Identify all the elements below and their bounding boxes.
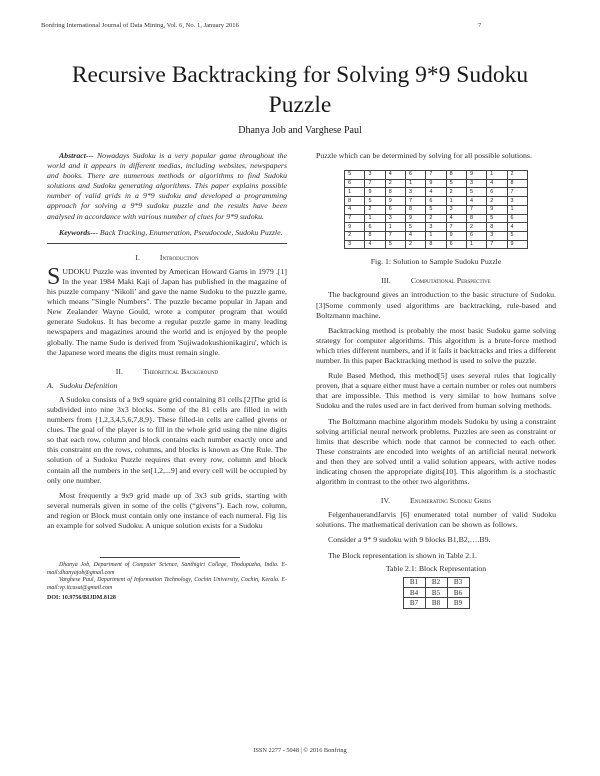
sudoku-cell: 4	[487, 179, 507, 188]
sudoku-cell: 4	[446, 214, 466, 223]
sudoku-cell: 2	[507, 171, 527, 180]
computational-paragraph-2: Backtracking method is probably the most basic Sudoku game solving strategy for computer algorithms. This algorithm is a brute-force method which tries different numbers, and if it fails it backtracks and tries a different number. In this paper Backtracking method is used to solve the puzzle.	[316, 325, 556, 366]
sudoku-cell: 9	[385, 197, 405, 206]
block-row	[403, 577, 469, 587]
block-cell: B4	[403, 588, 425, 598]
table-2-1-caption: Table 2.1: Block Representation	[385, 563, 487, 573]
block-representation-table	[403, 577, 470, 609]
footnote-author1: Dhanya Job, Department of Computer Science, Santhigiri College, Thodupuzha, India. E-mail:dhanyajob@gmail.com	[47, 562, 287, 576]
sudoku-cell: 8	[426, 240, 446, 249]
subsection-title: Sudoku Defenition	[59, 380, 118, 390]
sudoku-row	[345, 197, 528, 206]
abstract-label: Abstract---	[59, 151, 94, 160]
running-head: Bonfring International Journal of Data Mining, Vol. 6, No. 1, January 2016	[41, 22, 239, 29]
sudoku-cell: 9	[446, 231, 466, 240]
sudoku-cell: 1	[507, 205, 527, 214]
computational-paragraph-1: The background gives an introduction to the basic structure of Sudoku.[3]Some commonly used algorithms are backtracking, rule-based and Boltzmann machine.	[316, 290, 556, 320]
sudoku-cell: 8	[507, 179, 527, 188]
section-heading-theory	[47, 367, 287, 377]
sudoku-cell: 7	[365, 179, 385, 188]
section-number: I.	[135, 252, 140, 262]
section-number: III.	[381, 276, 391, 286]
sudoku-cell: 5	[406, 223, 426, 232]
section-heading-computational	[316, 276, 556, 286]
block-cell: B2	[425, 577, 447, 587]
sudoku-cell: 4	[406, 231, 426, 240]
sudoku-cell: 6	[345, 179, 365, 188]
footnote-author2: Varghese Paul, Department of Information Technology, Cochin University, Cochin, Kerala. E-mail:vp.itcusat@gmail.com	[47, 577, 287, 591]
sudoku-cell: 9	[426, 179, 446, 188]
computational-paragraph-4: The Boltzmann machine algorithm models Sudoku by using a constraint solving artificial neural network problems. Puzzles are seen as constraint or limits that describe which node that cannot be connected to each other. These constraints are encoded into weights of an artificial neural network and then they are solved until a valid solution appears, with active nodes indicating chosen the appropriate digits[10]. This algorithm is a stochastic algorithm in contrast to the other two algorithms.	[316, 416, 556, 487]
sudoku-cell: 6	[446, 240, 466, 249]
sudoku-cell: 9	[507, 240, 527, 249]
section-title: Enumerating Sudoku Grids	[410, 496, 492, 506]
block-cell: B8	[425, 598, 447, 608]
sudoku-row	[345, 179, 528, 188]
sudoku-cell: 8	[466, 214, 486, 223]
computational-paragraph-3: Rule Based Method, this method[5] uses several rules that logically proven, that a square either must have a certain number or roles out numbers that are impossible. This method is very similar to how humans solve Sudoku and the rules used are in fact derived from human solving methods.	[316, 371, 556, 411]
sudoku-cell: 2	[466, 223, 486, 232]
sudoku-cell: 4	[466, 197, 486, 206]
sudoku-cell: 6	[507, 214, 527, 223]
footnote-divider	[100, 557, 240, 558]
sudoku-cell: 6	[466, 231, 486, 240]
sudoku-cell: 4	[426, 188, 446, 197]
sudoku-cell: 2	[487, 197, 507, 206]
block-row	[403, 598, 469, 608]
sudoku-cell: 3	[406, 188, 426, 197]
keywords	[47, 228, 287, 238]
right-column	[316, 151, 556, 609]
sudoku-cell: 3	[385, 214, 405, 223]
sudoku-cell: 5	[446, 179, 466, 188]
sudoku-cell: 8	[487, 223, 507, 232]
sudoku-cell: 3	[345, 240, 365, 249]
sudoku-cell: 1	[487, 171, 507, 180]
block-cell: B7	[403, 598, 425, 608]
page-number: 7	[478, 22, 482, 29]
subsection-number: A.	[47, 380, 54, 390]
sudoku-cell: 8	[385, 188, 405, 197]
page-footer: ISSN 2277 - 5048 | © 2016 Bonfring	[253, 747, 347, 754]
sudoku-cell: 2	[345, 231, 365, 240]
subsection-heading	[47, 381, 287, 391]
left-column	[47, 151, 287, 604]
sudoku-cell: 7	[426, 171, 446, 180]
sudoku-cell: 2	[365, 205, 385, 214]
section-number: II.	[115, 366, 123, 376]
sudoku-cell: 9	[406, 214, 426, 223]
theory-paragraph-1: A Sudoku consists of a 9x9 square grid containing 81 cells.[2]The grid is subdivided into nine 3x3 blocks. Some of the 81 cells are filled in with numbers from {1,2,3,4,5,6,7,8,9}. These filled-in cells are called givens or clues. The goal of the player is to fill in the whole grid using the nine digits so that each row, column and block contains each number exactly once and this constraint on the rows, columns, and blocks is known as One Rule. The solution of a Sudoku Puzzle requires that every row, column and block contain all the numbers in the set[1,2,...9] and every cell will be occupied by only one number.	[47, 394, 287, 485]
sudoku-cell: 6	[406, 171, 426, 180]
sudoku-cell: 5	[385, 240, 405, 249]
block-cell: B1	[403, 577, 425, 587]
sudoku-cell: 5	[426, 205, 446, 214]
authors: Dhanya Job and Varghese Paul	[238, 125, 362, 136]
sudoku-cell: 1	[406, 179, 426, 188]
sudoku-cell: 4	[365, 240, 385, 249]
sudoku-cell: 3	[466, 179, 486, 188]
sudoku-cell: 7	[406, 197, 426, 206]
sudoku-cell: 6	[365, 223, 385, 232]
sudoku-cell: 7	[446, 223, 466, 232]
sudoku-cell: 6	[385, 205, 405, 214]
sudoku-cell: 5	[507, 231, 527, 240]
sudoku-cell: 8	[365, 231, 385, 240]
block-cell: B5	[425, 588, 447, 598]
sudoku-cell: 2	[406, 240, 426, 249]
sudoku-cell: 3	[487, 231, 507, 240]
sudoku-cell: 4	[507, 223, 527, 232]
figure-1	[316, 170, 556, 249]
abstract-text: Nowadays Sudoku is a very popular game throughout the world and it appears in different medias, including websites, newspapers and books. There are numerous methods or algorithms to find Sudoku solutions and Sudoku generating algorithms. This paper explains possible number of valid grids in a 9*9 sudoku and developed a programming approach for solving a 9*9 sudoku puzzle and the results have been analysed in accordance with various number of clues for 9*9 sudoku.	[47, 151, 287, 221]
sudoku-cell: 7	[345, 214, 365, 223]
sudoku-cell: 3	[365, 171, 385, 180]
block-cell: B3	[447, 577, 469, 587]
enumerating-paragraph-3: The Block representation is shown in Table 2.1.	[328, 550, 477, 560]
block-cell: B6	[447, 588, 469, 598]
block-row	[403, 588, 469, 598]
sudoku-cell: 8	[345, 197, 365, 206]
sudoku-row	[345, 205, 528, 214]
sudoku-cell: 7	[507, 188, 527, 197]
sudoku-cell: 9	[466, 171, 486, 180]
sudoku-cell: 9	[487, 205, 507, 214]
section-title: Theoretical Background	[142, 366, 219, 376]
intro-text: UDOKU Puzzle was invented by American Howard Garns in 1979 .[1] In the year 1984 Maki Kaji of Japan has published in the magazine of his puzzle company ‘Nikoli’ and gave the name Sudoku to the puzzle game, which means "Single Numbers". The puzzle became popular in Japan and New Zealander Wayne Gould, wrote a computer program that would generate Sudokus. It has become a regular puzzle game in many leading newspapers and magazines around the world and is enjoyed by the people globally. The name Sudo is derived from 'Sujiwadokushionikagiru', which is the Japanese word means the digits must remain single.	[47, 266, 287, 357]
section-number: IV.	[380, 496, 391, 506]
keywords-label: Keywords---	[59, 227, 98, 237]
theory-paragraph-2-continued: Puzzle which can be determined by solving for all possible solutions.	[316, 151, 532, 160]
sudoku-row	[345, 188, 528, 197]
enumerating-paragraph-1: FelgenhauerandJarvis [6] enumerated total number of valid Sudoku solutions. The mathematical derivation can be shown as follows.	[316, 510, 556, 530]
sudoku-cell: 7	[385, 231, 405, 240]
section-heading-introduction	[47, 253, 287, 263]
sudoku-cell: 7	[487, 240, 507, 249]
doi: DOI: 10.9756/BIJDM.8128	[47, 595, 116, 602]
sudoku-cell: 5	[487, 214, 507, 223]
figure-1-caption: Fig. 1: Solution to Sample Sudoku Puzzle	[370, 257, 502, 267]
sudoku-cell: 1	[365, 214, 385, 223]
sudoku-cell: 4	[345, 205, 365, 214]
sudoku-cell: 1	[385, 223, 405, 232]
sudoku-cell: 3	[507, 197, 527, 206]
sudoku-cell: 3	[426, 223, 446, 232]
section-title: Introduction	[159, 252, 199, 262]
block-cell: B9	[447, 598, 469, 608]
sudoku-cell: 2	[385, 179, 405, 188]
sudoku-row	[345, 171, 528, 180]
section-title: Computational Perspective	[410, 276, 491, 286]
section-heading-enumerating	[316, 496, 556, 506]
intro-paragraph	[47, 263, 287, 358]
sudoku-cell: 2	[446, 188, 466, 197]
sudoku-cell: 6	[487, 188, 507, 197]
sudoku-solution-grid	[344, 170, 528, 249]
sudoku-cell: 1	[345, 188, 365, 197]
sudoku-row	[345, 223, 528, 232]
sudoku-row	[345, 240, 528, 249]
sudoku-cell: 5	[365, 197, 385, 206]
drop-cap: S	[47, 263, 61, 290]
sudoku-row	[345, 231, 528, 240]
sudoku-cell: 1	[426, 231, 446, 240]
theory-paragraph-2: Most frequently a 9x9 grid made up of 3x3 sub grids, starting with several numerals given in some of the cells (“givens”). Each row, column, and region or Block must contain only one instance of each numeral. Fig 1is an example for solved Sudoku. A unique solution exists for a Sudoku	[47, 490, 287, 530]
sudoku-cell: 5	[345, 171, 365, 180]
sudoku-cell: 1	[446, 197, 466, 206]
sudoku-row	[345, 214, 528, 223]
sudoku-cell: 5	[466, 188, 486, 197]
sudoku-cell: 1	[466, 240, 486, 249]
sudoku-cell: 3	[446, 205, 466, 214]
sudoku-cell: 9	[345, 223, 365, 232]
enumerating-paragraph-2: Consider a 9* 9 sudoku with 9 blocks B1,B2,….B9.	[328, 535, 491, 545]
sudoku-cell: 7	[466, 205, 486, 214]
sudoku-cell: 8	[406, 205, 426, 214]
sudoku-cell: 8	[446, 171, 466, 180]
paper-title: Recursive Backtracking for Solving 9*9 Sudoku Puzzle	[71, 62, 529, 118]
sudoku-cell: 4	[385, 171, 405, 180]
abstract-divider	[47, 243, 287, 244]
sudoku-cell: 9	[365, 188, 385, 197]
sudoku-cell: 2	[426, 214, 446, 223]
keywords-text: Back Tracking, Enumeration, Pseudocode, Sudoku Puzzle.	[97, 227, 283, 237]
sudoku-cell: 6	[426, 197, 446, 206]
abstract	[47, 151, 287, 222]
